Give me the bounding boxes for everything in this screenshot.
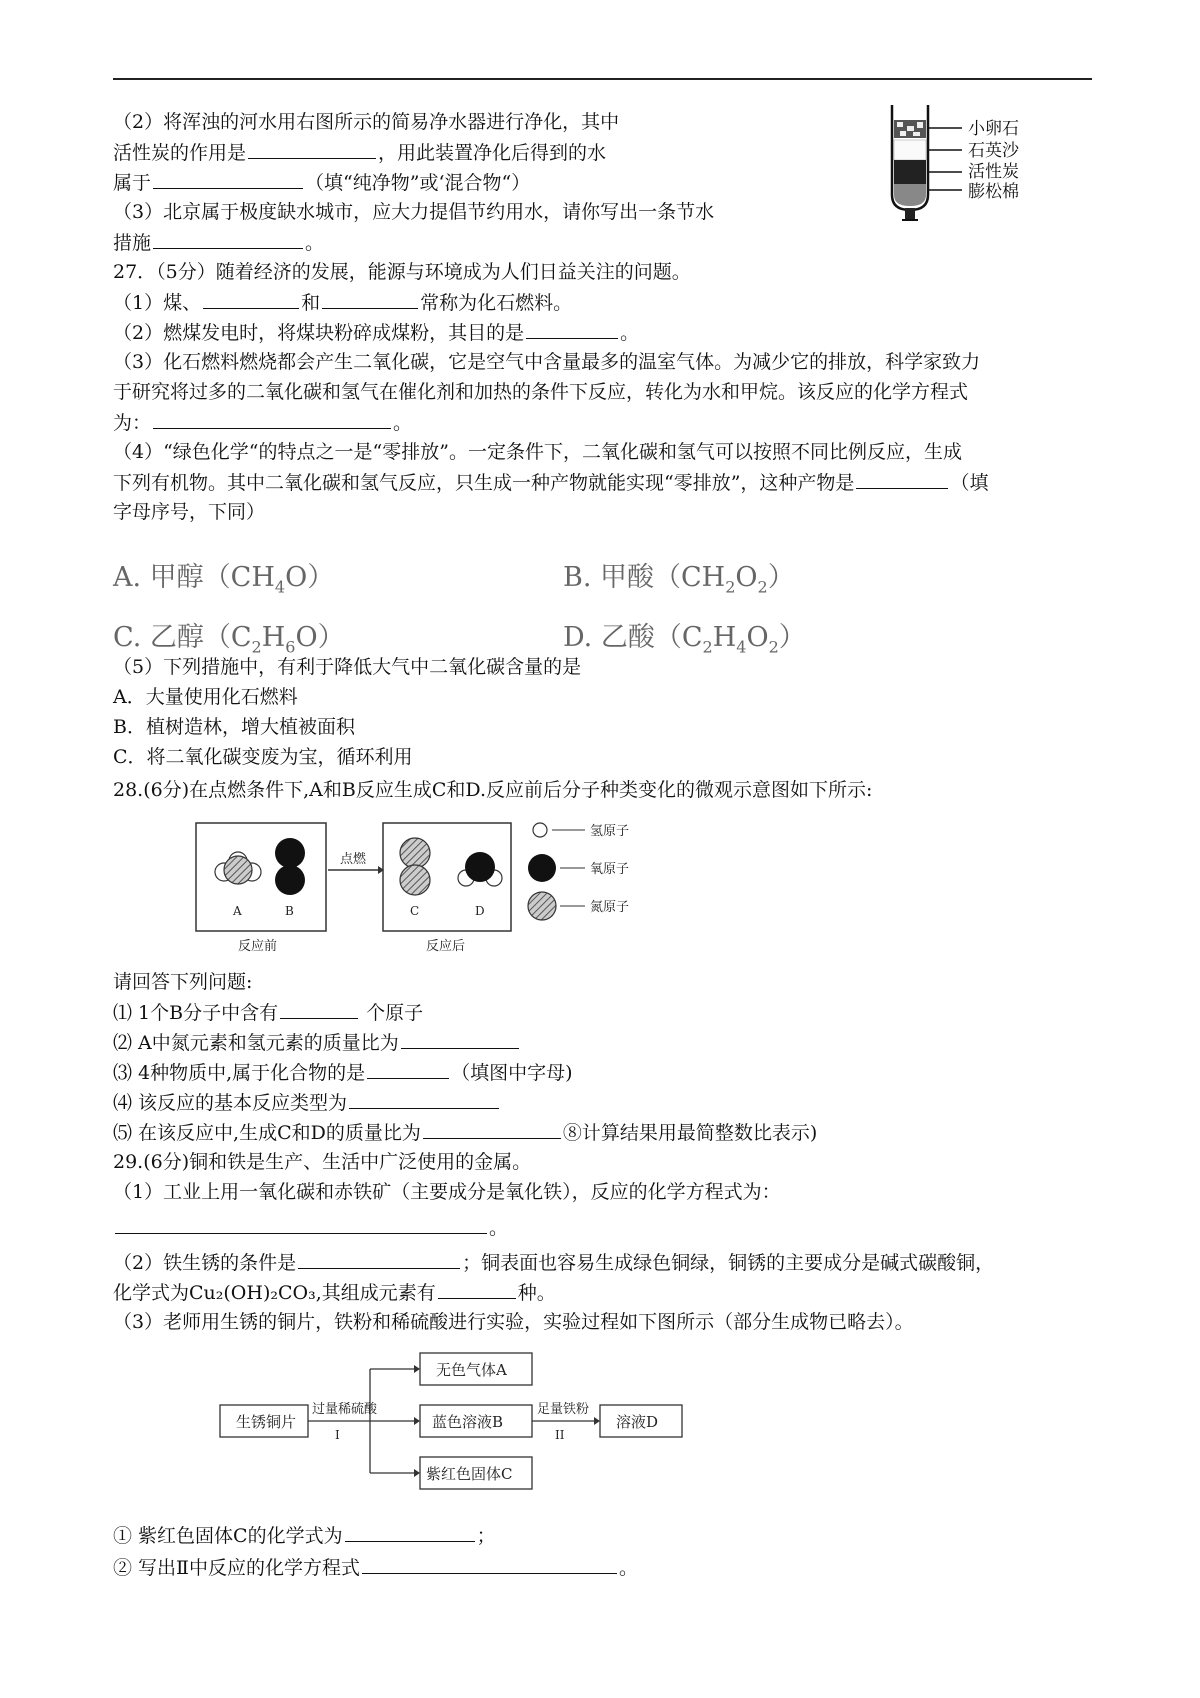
q28-1: [113, 1000, 423, 1025]
q26-2-line3: [113, 170, 530, 195]
text: 措施: [113, 232, 152, 254]
flow-start: 生锈铜片: [236, 1413, 297, 1431]
q26-3-line2: [113, 230, 324, 255]
text: 和: [301, 292, 321, 314]
answer-blank[interactable]: [526, 320, 618, 339]
answer-blank[interactable]: [153, 230, 303, 249]
q29-c2: [113, 1555, 638, 1580]
letter-b: B: [285, 904, 294, 918]
q27-4-line2: [113, 470, 988, 495]
text: ⑸ 在该反应中,生成C和D的质量比为: [113, 1122, 421, 1144]
text: 6: [285, 637, 296, 657]
text: ，用此装置净化后得到的水: [378, 142, 607, 164]
q27-title: 27．（5分）随着经济的发展，能源与环境成为人们日益关注的问题。: [113, 261, 691, 283]
q28-ask: 请回答下列问题:: [113, 971, 253, 993]
text: ；: [476, 1525, 496, 1547]
text: 常称为化石燃料。: [420, 292, 573, 314]
text: 。: [489, 1217, 509, 1239]
text: D. 乙酸（C: [563, 622, 703, 653]
q26-3-line1: （3）北京属于极度缺水城市，应大力提倡节约用水，请你写出一条节水: [113, 201, 715, 223]
q29-1: （1）工业上用一氧化碳和赤铁矿（主要成分是氧化铁），反应的化学方程式为：: [113, 1181, 781, 1203]
answer-blank[interactable]: [362, 1555, 617, 1574]
text: O）: [295, 622, 345, 653]
flow-gas-a: 无色气体A: [436, 1361, 507, 1379]
text: （2）燃煤发电时，将煤块粉碎成煤粉，其目的是: [113, 322, 525, 344]
answer-blank[interactable]: [248, 140, 376, 159]
text: 2: [702, 637, 713, 657]
text: ① 紫红色固体C的化学式为: [113, 1525, 343, 1547]
flow-step1-label: 过量稀硫酸: [312, 1402, 378, 1417]
text: 。: [305, 232, 325, 254]
text: ⑷ 该反应的基本反应类型为: [113, 1092, 348, 1114]
answer-blank[interactable]: [349, 1090, 499, 1109]
q29-2-line2: [113, 1280, 556, 1305]
q26-2-line2: [113, 140, 606, 165]
answer-blank[interactable]: [367, 1060, 449, 1079]
answer-blank[interactable]: [280, 1000, 358, 1019]
text: ⑶ 4种物质中,属于化合物的是: [113, 1062, 366, 1084]
answer-blank[interactable]: [438, 1280, 516, 1299]
text: （2）铁生锈的条件是: [113, 1252, 297, 1274]
text: 个原子: [360, 1002, 424, 1024]
text: 4: [274, 577, 286, 597]
text: ⑧计算结果用最简整数比表示): [562, 1122, 818, 1144]
text: O: [746, 622, 769, 653]
filter-label-carbon: 活性炭: [968, 162, 1019, 182]
molecule-diagram: [190, 818, 670, 960]
q27-5-c: C．将二氧化碳变废为宝，循环利用: [113, 746, 413, 768]
q29-c1: [113, 1523, 496, 1548]
before-caption: 反应前: [238, 939, 278, 954]
answer-blank[interactable]: [203, 290, 299, 309]
q27-3-line1: （3）化石燃料燃烧都会产生二氧化碳，它是空气中含量最多的温室气体。为减少它的排放，科学家致力: [113, 351, 981, 373]
q27-5: （5）下列措施中，有利于降低大气中二氧化碳含量的是: [113, 656, 582, 678]
flow-step2-num: II: [555, 1428, 565, 1442]
q27-4-line3: 字母序号，下同）: [113, 501, 266, 523]
option-a: [113, 555, 334, 596]
after-caption: 反应后: [426, 939, 466, 954]
text: 属于: [113, 172, 152, 194]
text: 2: [757, 577, 768, 597]
q27-2: [113, 320, 639, 345]
legend-hydrogen: 氢原子: [590, 824, 630, 839]
q27-5-b: B．植树造林，增大植被面积: [113, 716, 355, 738]
arrow-label: 点燃: [340, 852, 367, 867]
text: ⑴ 1个B分子中含有: [113, 1002, 279, 1024]
q27-3-line2: 于研究将过多的二氧化碳和氢气在催化剂和加热的条件下反应，转化为水和甲烷。该反应的化学方程式: [113, 381, 969, 403]
text: 。: [393, 412, 413, 434]
answer-blank[interactable]: [115, 1215, 487, 1234]
q28-3: [113, 1060, 573, 1085]
text: ⑵ A中氮元素和氢元素的质量比为: [113, 1032, 399, 1054]
q28-4: [113, 1090, 501, 1115]
letter-d: D: [475, 904, 485, 918]
answer-blank[interactable]: [322, 290, 418, 309]
answer-blank[interactable]: [856, 470, 948, 489]
water-filter-figure: [880, 100, 1080, 240]
q26-2-line1: （2）将浑浊的河水用右图所示的简易净水器进行净化，其中: [113, 111, 620, 133]
letter-c: C: [410, 904, 420, 918]
text: ）: [767, 562, 795, 593]
flow-step2-label: 足量铁粉: [537, 1402, 590, 1417]
q28-2: [113, 1030, 521, 1055]
text: （填: [950, 472, 989, 494]
text: O: [735, 562, 758, 593]
text: 。: [620, 322, 640, 344]
text: A. 甲醇（CH: [113, 562, 275, 593]
text: 化学式为Cu₂(OH)₂CO₃,其组成元素有: [113, 1282, 436, 1304]
experiment-flowchart: [200, 1345, 760, 1505]
text: （填“纯净物”或‘混合物“）: [305, 172, 531, 194]
text: 2: [725, 577, 736, 597]
text: 2: [768, 637, 779, 657]
text: C. 乙醇（C: [113, 622, 252, 653]
text: ；铜表面也容易生成绿色铜绿，铜锈的主要成分是碱式碳酸铜，: [462, 1252, 995, 1274]
legend-nitrogen: 氮原子: [590, 900, 630, 915]
text: 种。: [517, 1282, 556, 1304]
filter-label-cotton: 膨松棉: [968, 182, 1019, 202]
q29-3: （3）老师用生锈的铜片，铁粉和稀硫酸进行实验，实验过程如下图所示（部分生成物已略去）。: [113, 1311, 914, 1333]
text: H: [261, 622, 286, 653]
answer-blank[interactable]: [345, 1523, 475, 1542]
flow-solution-d: 溶液D: [616, 1413, 659, 1431]
q29-2-line1: [113, 1250, 994, 1275]
filter-label-pebble: 小卵石: [968, 119, 1019, 139]
q28-5: [113, 1120, 817, 1145]
text: B. 甲酸（CH: [563, 562, 726, 593]
flow-solid-c: 紫红色固体C: [426, 1465, 513, 1483]
answer-blank[interactable]: [153, 410, 391, 429]
text: O）: [285, 562, 335, 593]
text: 。: [618, 1557, 638, 1579]
answer-blank[interactable]: [423, 1120, 561, 1139]
flow-step1-num: I: [335, 1428, 340, 1442]
text: 活性炭的作用是: [113, 142, 247, 164]
top-rule: [113, 78, 1092, 80]
text: 4: [736, 637, 747, 657]
q28-title: 28.(6分)在点燃条件下,A和B反应生成C和D.反应前后分子种类变化的微观示意图如下所示:: [113, 779, 873, 801]
filter-label-sand: 石英沙: [968, 141, 1019, 161]
text: ② 写出Ⅱ中反应的化学方程式: [113, 1557, 360, 1579]
text: 下列有机物。其中二氧化碳和氢气反应，只生成一种产物就能实现“零排放”，这种产物是: [113, 472, 855, 494]
legend-oxygen: 氧原子: [590, 862, 630, 877]
option-c: [113, 615, 345, 656]
text: H: [712, 622, 737, 653]
q29-1-answer: [113, 1215, 508, 1240]
q29-title: 29.(6分)铜和铁是生产、生活中广泛使用的金属。: [113, 1151, 532, 1173]
text: ）: [778, 622, 806, 653]
text: （1）煤、: [113, 292, 202, 314]
flow-solution-b: 蓝色溶液B: [432, 1413, 504, 1431]
answer-blank[interactable]: [153, 170, 303, 189]
text: （填图中字母): [451, 1062, 573, 1084]
q27-4-line1: （4）“绿色化学“的特点之一是“零排放”。一定条件下，二氧化碳和氢气可以按照不同比例反应，生成: [113, 441, 962, 463]
q27-5-a: A．大量使用化石燃料: [113, 686, 298, 708]
answer-blank[interactable]: [298, 1250, 460, 1269]
q27-1: [113, 290, 572, 315]
letter-a: A: [233, 904, 242, 918]
q27-3-line3: [113, 410, 412, 435]
option-b: [563, 555, 795, 596]
option-d: [563, 615, 806, 656]
text: 2: [251, 637, 262, 657]
answer-blank[interactable]: [401, 1030, 519, 1049]
text: 为：: [113, 412, 152, 434]
